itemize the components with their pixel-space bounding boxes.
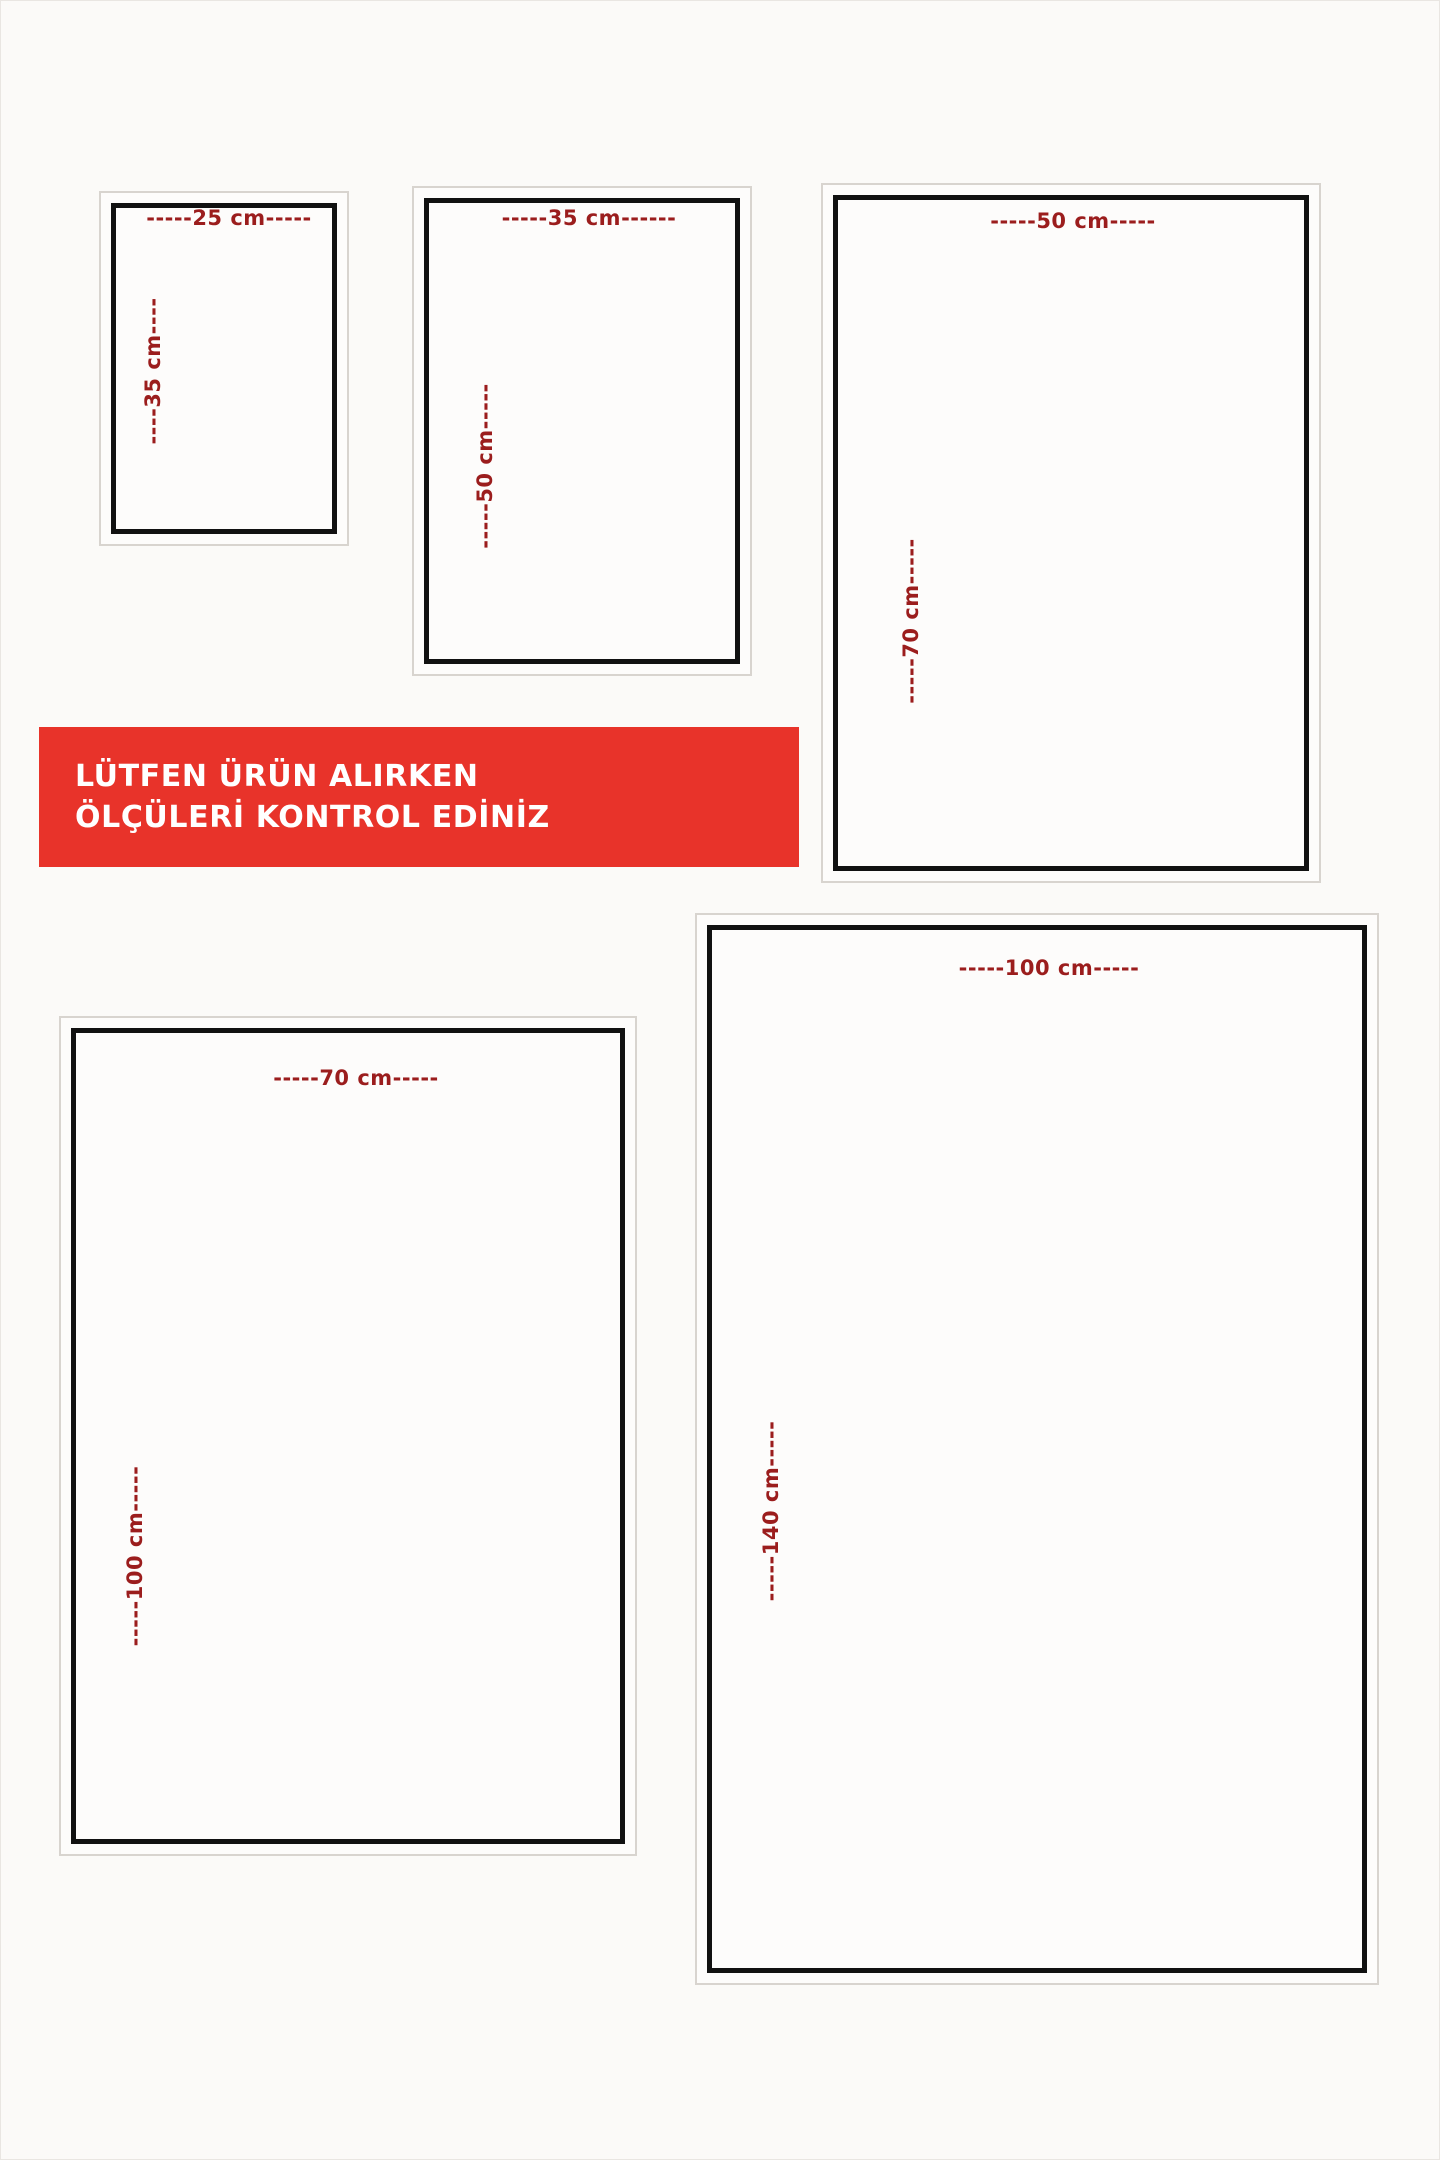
frame-25x35-width-label: -----25 cm----- <box>146 206 312 230</box>
frame-100x140-width-label: -----100 cm----- <box>958 956 1140 980</box>
frame-50x70-inner <box>833 195 1309 871</box>
notice-line-1: LÜTFEN ÜRÜN ALIRKEN <box>75 758 479 794</box>
frame-50x70-height-label: -----70 cm----- <box>899 538 923 704</box>
frame-100x140-inner <box>707 925 1367 1973</box>
frame-35x50-height-label: -----50 cm----- <box>473 383 497 549</box>
frame-70x100-width-label: -----70 cm----- <box>273 1066 439 1090</box>
frame-50x70-width-label: -----50 cm----- <box>990 209 1156 233</box>
frame-25x35-height-label: ----35 cm---- <box>141 297 165 445</box>
frame-25x35 <box>99 191 349 546</box>
frame-35x50-inner <box>424 198 740 664</box>
frame-35x50 <box>412 186 752 676</box>
frame-70x100-height-label: -----100 cm----- <box>123 1465 147 1647</box>
notice-line-2: ÖLÇÜLERİ KONTROL EDİNİZ <box>75 800 550 835</box>
frame-100x140-height-label: -----140 cm----- <box>759 1420 783 1602</box>
frame-70x100 <box>59 1016 637 1856</box>
frame-35x50-width-label: -----35 cm------ <box>501 206 677 230</box>
size-check-notice <box>39 727 799 867</box>
frame-50x70 <box>821 183 1321 883</box>
frame-70x100-inner <box>71 1028 625 1844</box>
frame-100x140 <box>695 913 1379 1985</box>
